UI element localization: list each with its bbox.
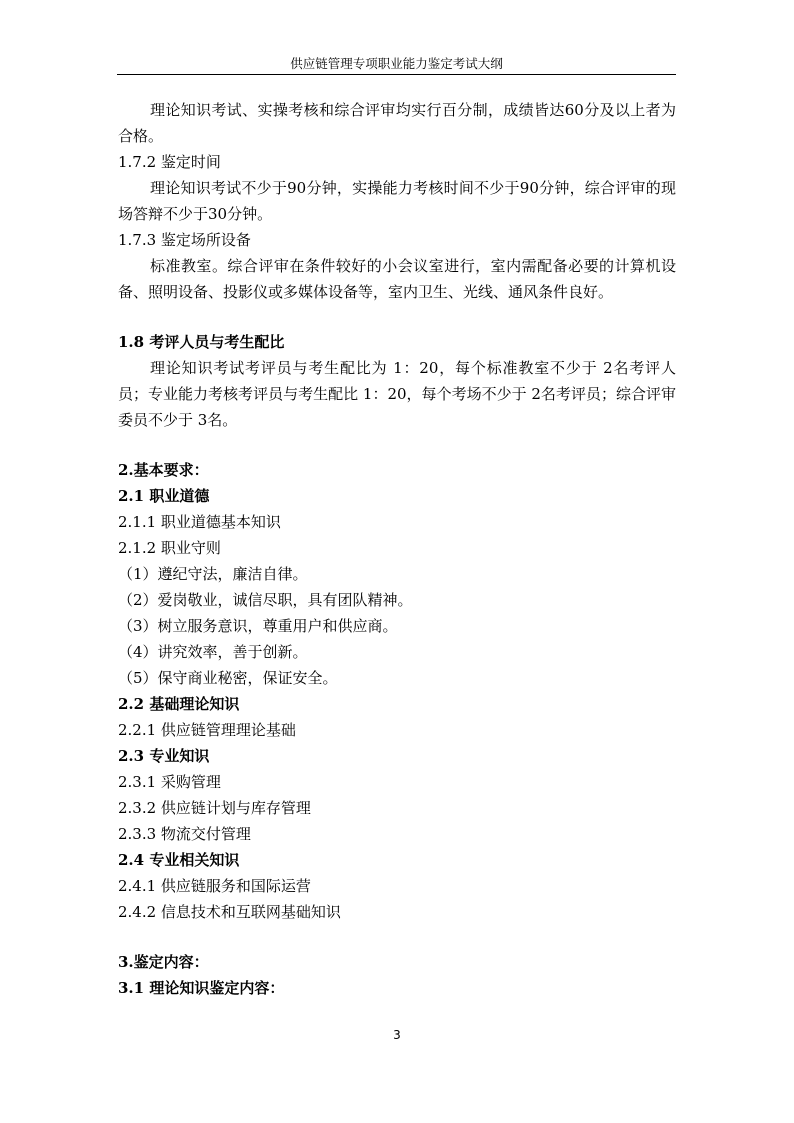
body-paragraph: 理论知识考试不少于90分钟，实操能力考核时间不少于90分钟，综合评审的现场答辩不少于30分钟。 [118, 179, 676, 223]
section-heading: 2.1 职业道德 [118, 487, 210, 505]
body-line: 2.4.1 供应链服务和国际运营 [118, 877, 311, 895]
body-line: （4）讲究效率，善于创新。 [118, 643, 308, 661]
body-line: 2.2.1 供应链管理理论基础 [118, 721, 296, 739]
body-line: 2.3.3 物流交付管理 [118, 825, 251, 843]
body-line: （3）树立服务意识，尊重用户和供应商。 [118, 617, 398, 635]
blank-line [118, 433, 676, 457]
body-line: （5）保守商业秘密，保证安全。 [118, 669, 338, 687]
body-line: 2.3.1 采购管理 [118, 773, 221, 791]
section-heading: 2.3 专业知识 [118, 747, 210, 765]
section-heading: 3.鉴定内容： [118, 953, 209, 971]
body-paragraph: 理论知识考试考评员与考生配比为 1：20，每个标准教室不少于 2名考评人员；专业能力考核考评员与考生配比 1：20，每个考场不少于 2名考评员；综合评审委员不少于 3名。 [118, 359, 676, 429]
section-heading: 2.4 专业相关知识 [118, 851, 240, 869]
body-paragraph: 理论知识考试、实操考核和综合评审均实行百分制，成绩皆达60分及以上者为合格。 [118, 101, 676, 145]
blank-line [118, 925, 676, 949]
running-header: 供应链管理专项职业能力鉴定考试大纲 [290, 56, 503, 71]
section-heading: 3.1 理论知识鉴定内容： [118, 979, 285, 997]
body-paragraph: 标准教室。综合评审在条件较好的小会议室进行，室内需配备必要的计算机设备、照明设备、投影仪或多媒体设备等，室内卫生、光线、通风条件良好。 [118, 257, 676, 301]
body-line: （2）爱岗敬业，诚信尽职，具有团队精神。 [118, 591, 413, 609]
section-heading: 2.基本要求： [118, 461, 209, 479]
section-heading: 2.2 基础理论知识 [118, 695, 240, 713]
body-line: 2.3.2 供应链计划与库存管理 [118, 799, 311, 817]
body-line: 2.1.1 职业道德基本知识 [118, 513, 281, 531]
body-line: 1.7.2 鉴定时间 [118, 153, 221, 171]
body-line: 1.7.3 鉴定场所设备 [118, 231, 251, 249]
blank-line [118, 305, 676, 329]
section-heading: 1.8 考评人员与考生配比 [118, 333, 285, 351]
header-rule [117, 74, 676, 75]
document-body [118, 97, 676, 1001]
page-number: 3 [393, 1028, 401, 1042]
body-line: （1）遵纪守法，廉洁自律。 [118, 565, 308, 583]
body-line: 2.4.2 信息技术和互联网基础知识 [118, 903, 341, 921]
body-line: 2.1.2 职业守则 [118, 539, 221, 557]
